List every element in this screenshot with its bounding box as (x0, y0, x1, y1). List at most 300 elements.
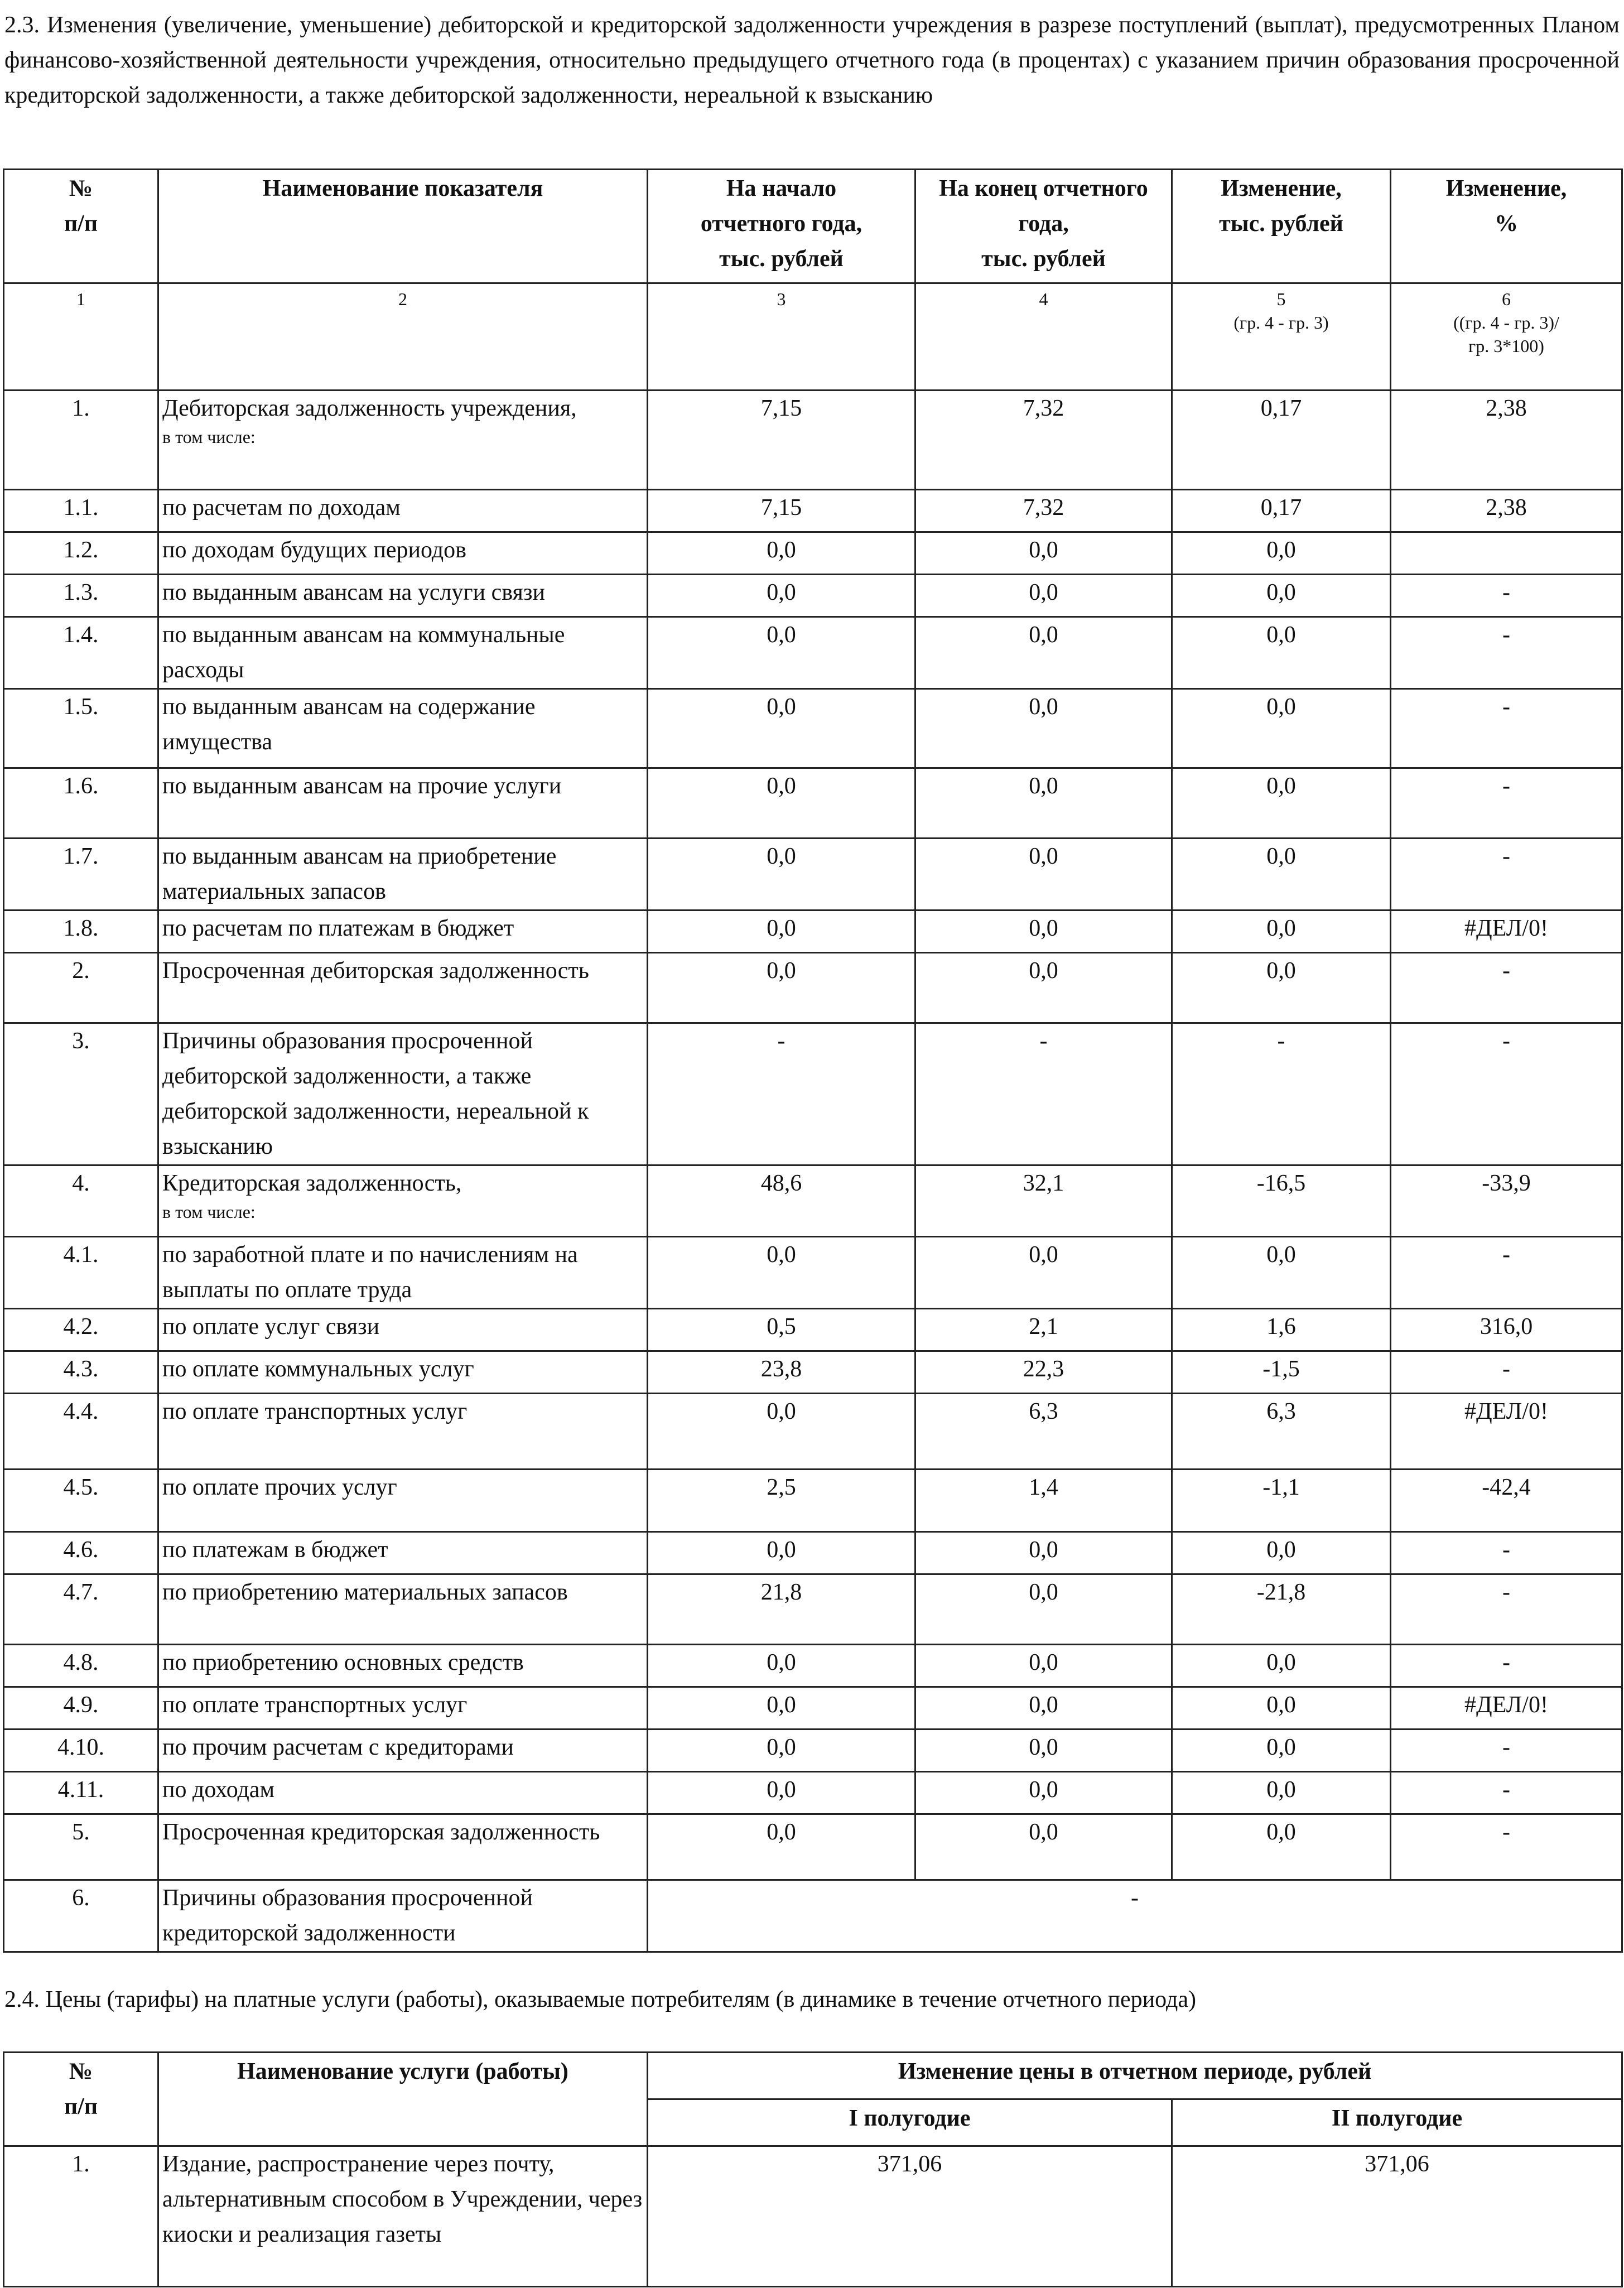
cell-pct (1391, 839, 1622, 911)
cell-name-text: Просроченная кредиторская задолженность (162, 1819, 600, 1845)
cell-end-text: 1,4 (1029, 1475, 1058, 1500)
cell-num-text: 1.6. (63, 773, 99, 799)
cell-pct (1391, 1394, 1622, 1470)
cell-start (648, 532, 915, 575)
table-header-row (4, 170, 1622, 283)
cell-name (158, 1351, 648, 1394)
cell-change-text: 0,17 (1260, 396, 1302, 421)
col-number-2: 2 (158, 283, 648, 391)
cell-change-text: 0,0 (1266, 1650, 1296, 1675)
cell-end (915, 575, 1172, 617)
cell-start-text: 21,8 (760, 1579, 802, 1605)
cell-num (4, 953, 158, 1023)
cell-end-text: 2,1 (1029, 1314, 1058, 1340)
cell-start (648, 1730, 915, 1772)
cell-num-text: 1.2. (63, 537, 99, 563)
cell-start (648, 953, 915, 1023)
cell-start-text: 7,15 (760, 495, 802, 521)
table-row (4, 490, 1622, 532)
cell-num (4, 1165, 158, 1237)
cell-sub-label: в том числе: (162, 427, 256, 447)
cell-name (158, 1730, 648, 1772)
cell-num (4, 1730, 158, 1772)
table-row (4, 1165, 1622, 1237)
row-merged-value: - (648, 1880, 1622, 1952)
cell-start (648, 1814, 915, 1880)
cell-num-text: 2. (72, 958, 90, 984)
cell-change-text: 0,17 (1260, 495, 1302, 521)
cell-change-text: -1,1 (1262, 1475, 1300, 1500)
cell-start (648, 1687, 915, 1730)
table-row (4, 575, 1622, 617)
cell-num (4, 1351, 158, 1394)
cell-end (915, 490, 1172, 532)
cell-start (648, 617, 915, 689)
cell-start (648, 1165, 915, 1237)
prices-col-h2: II полугодие (1172, 2099, 1622, 2146)
cell-name (158, 1470, 648, 1532)
prices-row-h1: 371,06 (648, 2146, 1172, 2287)
prices-col-name: Наименование услуги (работы) (158, 2053, 648, 2146)
cell-end-text: 0,0 (1029, 958, 1058, 984)
cell-name (158, 1023, 648, 1165)
cell-num-text: 1.1. (63, 495, 99, 521)
cell-num-text: 4. (72, 1171, 90, 1196)
cell-end-text: - (1039, 1028, 1048, 1054)
col-header-end: На конец отчетного года, тыс. рублей (915, 170, 1172, 283)
table-row (4, 1574, 1622, 1645)
cell-change-text: 0,0 (1266, 1242, 1296, 1268)
col-header-num: № п/п (4, 170, 158, 283)
cell-end-text: 0,0 (1029, 580, 1058, 605)
cell-num-text: 1.8. (63, 916, 99, 941)
cell-start-text: 0,0 (767, 1819, 796, 1845)
prices-header-row (4, 2053, 1622, 2099)
cell-end-text: 0,0 (1029, 1650, 1058, 1675)
cell-pct (1391, 532, 1622, 575)
cell-end (915, 1772, 1172, 1814)
cell-num-text: 1. (72, 396, 90, 421)
cell-pct-text: 316,0 (1480, 1314, 1533, 1340)
cell-name (158, 575, 648, 617)
cell-name (158, 1309, 648, 1351)
cell-start (648, 490, 915, 532)
cell-num-text: 1.7. (63, 844, 99, 869)
cell-num (4, 1532, 158, 1574)
cell-change-text: 0,0 (1266, 537, 1296, 563)
cell-num-text: 4.3. (63, 1356, 99, 1382)
cell-start-text: 0,0 (767, 773, 796, 799)
cell-num-text: 4.4. (63, 1399, 99, 1424)
cell-num (4, 768, 158, 839)
cell-change (1172, 1645, 1391, 1687)
cell-end (915, 1394, 1172, 1470)
cell-end-text: 0,0 (1029, 1735, 1058, 1760)
table-row (4, 1470, 1622, 1532)
cell-change-text: 0,0 (1266, 580, 1296, 605)
cell-change (1172, 1772, 1391, 1814)
cell-change (1172, 1394, 1391, 1470)
cell-num (4, 1814, 158, 1880)
cell-start-text: 0,0 (767, 694, 796, 720)
cell-change-text: 0,0 (1266, 1537, 1296, 1563)
cell-num-text: 1.3. (63, 580, 99, 605)
cell-name-text: по приобретению материальных запасов (162, 1579, 568, 1605)
cell-change (1172, 1351, 1391, 1394)
cell-name-text: Дебиторская задолженность учреждения, (162, 396, 577, 421)
col-number-4: 4 (915, 283, 1172, 391)
table-row (4, 617, 1622, 689)
cell-pct (1391, 1687, 1622, 1730)
cell-num (4, 490, 158, 532)
cell-name-text: по оплате прочих услуг (162, 1475, 397, 1500)
cell-end-text: 7,32 (1023, 495, 1064, 521)
cell-change (1172, 490, 1391, 532)
table-row (4, 1023, 1622, 1165)
cell-pct-text: #ДЕЛ/0! (1464, 1399, 1548, 1424)
cell-num (4, 391, 158, 490)
table-row (4, 953, 1622, 1023)
table-row (4, 1730, 1622, 1772)
prices-table (3, 2051, 1623, 2287)
cell-change (1172, 1470, 1391, 1532)
table-row (4, 768, 1622, 839)
cell-end-text: 0,0 (1029, 1579, 1058, 1605)
cell-start (648, 1574, 915, 1645)
cell-start-text: 0,0 (767, 916, 796, 941)
cell-end (915, 1687, 1172, 1730)
cell-num (4, 689, 158, 768)
cell-start (648, 391, 915, 490)
cell-pct-text: - (1502, 1579, 1510, 1605)
cell-start (648, 839, 915, 911)
table-row (4, 1237, 1622, 1309)
cell-end-text: 6,3 (1029, 1399, 1058, 1424)
cell-start (648, 1351, 915, 1394)
cell-name (158, 391, 648, 490)
cell-change (1172, 391, 1391, 490)
cell-pct (1391, 1237, 1622, 1309)
cell-name-text: по оплате транспортных услуг (162, 1399, 468, 1424)
cell-name-text: по прочим расчетам с кредиторами (162, 1735, 514, 1760)
cell-end (915, 953, 1172, 1023)
cell-pct (1391, 1814, 1622, 1880)
cell-name (158, 532, 648, 575)
table-row (4, 1532, 1622, 1574)
cell-end (915, 1470, 1172, 1532)
cell-change (1172, 532, 1391, 575)
cell-change (1172, 689, 1391, 768)
cell-change (1172, 1730, 1391, 1772)
cell-pct-text: - (1502, 1242, 1510, 1268)
cell-start-text: 0,0 (767, 1399, 796, 1424)
prices-row-num: 1. (4, 2146, 158, 2287)
cell-num (4, 911, 158, 953)
cell-start-text: 0,0 (767, 1650, 796, 1675)
receivables-payables-table (3, 168, 1623, 1953)
cell-name-text: по выданным авансам на услуги связи (162, 580, 545, 605)
cell-start-text: - (777, 1028, 786, 1054)
cell-num (4, 1237, 158, 1309)
cell-end-text: 0,0 (1029, 622, 1058, 648)
cell-change-text: 0,0 (1266, 622, 1296, 648)
cell-pct (1391, 1165, 1622, 1237)
cell-start (648, 1237, 915, 1309)
cell-start (648, 911, 915, 953)
cell-end-text: 0,0 (1029, 1819, 1058, 1845)
cell-end-text: 0,0 (1029, 694, 1058, 720)
cell-name (158, 1814, 648, 1880)
cell-end (915, 768, 1172, 839)
cell-name-text: по выданным авансам на содержание имущества (162, 694, 536, 755)
table-row (4, 1772, 1622, 1814)
cell-end (915, 1532, 1172, 1574)
col-header-pct: Изменение, % (1391, 170, 1622, 283)
cell-change-text: - (1277, 1028, 1285, 1054)
cell-end-text: 0,0 (1029, 773, 1058, 799)
cell-name-text: по оплате коммунальных услуг (162, 1356, 474, 1382)
cell-pct-text: 2,38 (1486, 495, 1527, 521)
col-number-5: 5 (гр. 4 - гр. 3) (1172, 283, 1391, 391)
cell-change-text: 0,0 (1266, 844, 1296, 869)
cell-num-text: 5. (72, 1819, 90, 1845)
cell-change-text: -21,8 (1256, 1579, 1306, 1605)
cell-change-text: 0,0 (1266, 958, 1296, 984)
cell-num (4, 839, 158, 911)
cell-change (1172, 839, 1391, 911)
cell-pct (1391, 1730, 1622, 1772)
cell-end (915, 1645, 1172, 1687)
cell-num (4, 1772, 158, 1814)
row-num: 6. (4, 1880, 158, 1952)
cell-num-text: 4.2. (63, 1314, 99, 1340)
table-row (4, 1394, 1622, 1470)
cell-pct (1391, 490, 1622, 532)
cell-num (4, 617, 158, 689)
col-number-6: 6 ((гр. 4 - гр. 3)/ гр. 3*100) (1391, 283, 1622, 391)
cell-name-text: Просроченная дебиторская задолженность (162, 958, 589, 984)
cell-end (915, 532, 1172, 575)
cell-change-text: 0,0 (1266, 694, 1296, 720)
cell-end-text: 0,0 (1029, 916, 1058, 941)
cell-name (158, 1645, 648, 1687)
cell-change (1172, 768, 1391, 839)
cell-pct (1391, 1470, 1622, 1532)
cell-end (915, 1237, 1172, 1309)
col-number-3: 3 (648, 283, 915, 391)
table-row (4, 1814, 1622, 1880)
cell-change-text: 6,3 (1266, 1399, 1296, 1424)
col-header-start: На начало отчетного года, тыс. рублей (648, 170, 915, 283)
cell-start (648, 768, 915, 839)
cell-start-text: 0,0 (767, 1735, 796, 1760)
cell-name-text: по расчетам по платежам в бюджет (162, 916, 514, 941)
cell-pct-text: - (1502, 1735, 1510, 1760)
cell-pct (1391, 1023, 1622, 1165)
cell-num-text: 4.1. (63, 1242, 99, 1268)
cell-pct-text: - (1502, 1356, 1510, 1382)
cell-name (158, 839, 648, 911)
cell-start (648, 1532, 915, 1574)
cell-name-text: по выданным авансам на коммунальные расходы (162, 622, 565, 683)
cell-num-text: 1.4. (63, 622, 99, 648)
cell-change-text: 0,0 (1266, 1819, 1296, 1845)
cell-end (915, 911, 1172, 953)
cell-pct-text: - (1502, 1650, 1510, 1675)
cell-num-text: 4.7. (63, 1579, 99, 1605)
table-row (4, 1687, 1622, 1730)
cell-end-text: 0,0 (1029, 1777, 1058, 1803)
cell-start-text: 0,0 (767, 844, 796, 869)
cell-pct (1391, 768, 1622, 839)
cell-end (915, 391, 1172, 490)
cell-start-text: 2,5 (767, 1475, 796, 1500)
prices-row-name: Издание, распространение через почту, альтернативным способом в Учреждении, через киоски и реализация газеты (158, 2146, 648, 2287)
table-row (4, 839, 1622, 911)
cell-start-text: 0,0 (767, 1242, 796, 1268)
cell-name (158, 617, 648, 689)
cell-pct-text: - (1502, 844, 1510, 869)
cell-name-text: по выданным авансам на приобретение материальных запасов (162, 844, 557, 904)
prices-col-num: № п/п (4, 2053, 158, 2146)
cell-pct (1391, 1645, 1622, 1687)
table-body (4, 391, 1622, 1880)
cell-end-text: 0,0 (1029, 1242, 1058, 1268)
cell-end-text: 32,1 (1023, 1171, 1064, 1196)
cell-end (915, 1574, 1172, 1645)
cell-start (648, 1394, 915, 1470)
cell-pct (1391, 1574, 1622, 1645)
cell-pct (1391, 911, 1622, 953)
cell-change-text: 0,0 (1266, 1735, 1296, 1760)
table-row (4, 1351, 1622, 1394)
cell-change (1172, 617, 1391, 689)
cell-name (158, 1574, 648, 1645)
cell-start (648, 1023, 915, 1165)
cell-pct-text: -33,9 (1482, 1171, 1531, 1196)
cell-end-text: 22,3 (1023, 1356, 1064, 1382)
cell-num-text: 1.5. (63, 694, 99, 720)
cell-change (1172, 1574, 1391, 1645)
prices-row (4, 2146, 1622, 2287)
table-row (4, 391, 1622, 490)
cell-name (158, 1237, 648, 1309)
cell-change (1172, 1814, 1391, 1880)
cell-start (648, 575, 915, 617)
cell-pct (1391, 689, 1622, 768)
cell-name (158, 1687, 648, 1730)
cell-name-text: Причины образования просроченной дебиторской задолженности, а также дебиторской задолженности, нереальной к взысканию (162, 1028, 589, 1159)
cell-num (4, 532, 158, 575)
cell-num (4, 1687, 158, 1730)
cell-pct (1391, 617, 1622, 689)
cell-change (1172, 1532, 1391, 1574)
cell-change (1172, 1309, 1391, 1351)
cell-num-text: 4.10. (57, 1735, 104, 1760)
cell-pct-text: - (1502, 694, 1510, 720)
cell-name-text: по оплате транспортных услуг (162, 1692, 468, 1718)
cell-num-text: 4.9. (63, 1692, 99, 1718)
cell-change-text: 0,0 (1266, 1692, 1296, 1718)
cell-pct (1391, 1772, 1622, 1814)
cell-start (648, 1645, 915, 1687)
cell-name-text: по расчетам по доходам (162, 495, 401, 521)
cell-pct-text: - (1502, 773, 1510, 799)
cell-pct (1391, 1309, 1622, 1351)
cell-end-text: 0,0 (1029, 844, 1058, 869)
cell-pct-text: - (1502, 580, 1510, 605)
cell-name (158, 1394, 648, 1470)
cell-name (158, 1532, 648, 1574)
cell-start-text: 0,0 (767, 580, 796, 605)
cell-pct (1391, 575, 1622, 617)
cell-change (1172, 575, 1391, 617)
cell-end-text: 0,0 (1029, 1692, 1058, 1718)
cell-pct-text: #ДЕЛ/0! (1464, 916, 1548, 941)
cell-start-text: 0,0 (767, 1692, 796, 1718)
cell-change (1172, 1237, 1391, 1309)
prices-col-change: Изменение цены в отчетном периоде, рублей (648, 2053, 1622, 2099)
cell-end (915, 1351, 1172, 1394)
cell-end-text: 0,0 (1029, 537, 1058, 563)
cell-num-text: 4.5. (63, 1475, 99, 1500)
col-header-change: Изменение, тыс. рублей (1172, 170, 1391, 283)
cell-name (158, 953, 648, 1023)
cell-name (158, 1772, 648, 1814)
cell-pct (1391, 953, 1622, 1023)
cell-change (1172, 911, 1391, 953)
cell-pct-text: - (1502, 1819, 1510, 1845)
cell-change-text: -1,5 (1262, 1356, 1300, 1382)
cell-start-text: 0,0 (767, 1537, 796, 1563)
cell-pct-text: - (1502, 622, 1510, 648)
row-name: Причины образования просроченной кредиторской задолженности (158, 1880, 648, 1952)
cell-pct-text: #ДЕЛ/0! (1464, 1692, 1548, 1718)
cell-num (4, 1470, 158, 1532)
cell-pct-text: - (1502, 1777, 1510, 1803)
col-number-1: 1 (4, 283, 158, 391)
cell-end-text: 7,32 (1023, 396, 1064, 421)
section-2-4-heading: 2.4. Цены (тарифы) на платные услуги (работы), оказываемые потребителям (в динамике в течение отчетного периода) (4, 1987, 1196, 2012)
cell-start (648, 1772, 915, 1814)
cell-end (915, 1814, 1172, 1880)
cell-num-text: 4.11. (57, 1777, 104, 1803)
cell-name (158, 1165, 648, 1237)
cell-num-text: 3. (72, 1028, 90, 1054)
cell-num (4, 1309, 158, 1351)
cell-name (158, 911, 648, 953)
cell-pct-text: -42,4 (1482, 1475, 1531, 1500)
cell-change-text: 0,0 (1266, 1777, 1296, 1803)
cell-pct-text: - (1502, 1028, 1510, 1054)
cell-num (4, 1574, 158, 1645)
cell-start (648, 1470, 915, 1532)
col-header-name: Наименование показателя (158, 170, 648, 283)
cell-name-text: по доходам будущих периодов (162, 537, 466, 563)
cell-num-text: 4.6. (63, 1537, 99, 1563)
cell-end-text: 0,0 (1029, 1537, 1058, 1563)
column-number-row (4, 283, 1622, 391)
cell-pct (1391, 1351, 1622, 1394)
cell-num (4, 1023, 158, 1165)
cell-name-text: по приобретению основных средств (162, 1650, 524, 1675)
cell-pct (1391, 1532, 1622, 1574)
table-row-reasons-payables (4, 1880, 1622, 1952)
table-row (4, 911, 1622, 953)
cell-name (158, 689, 648, 768)
cell-num-text: 4.8. (63, 1650, 99, 1675)
cell-num (4, 1645, 158, 1687)
